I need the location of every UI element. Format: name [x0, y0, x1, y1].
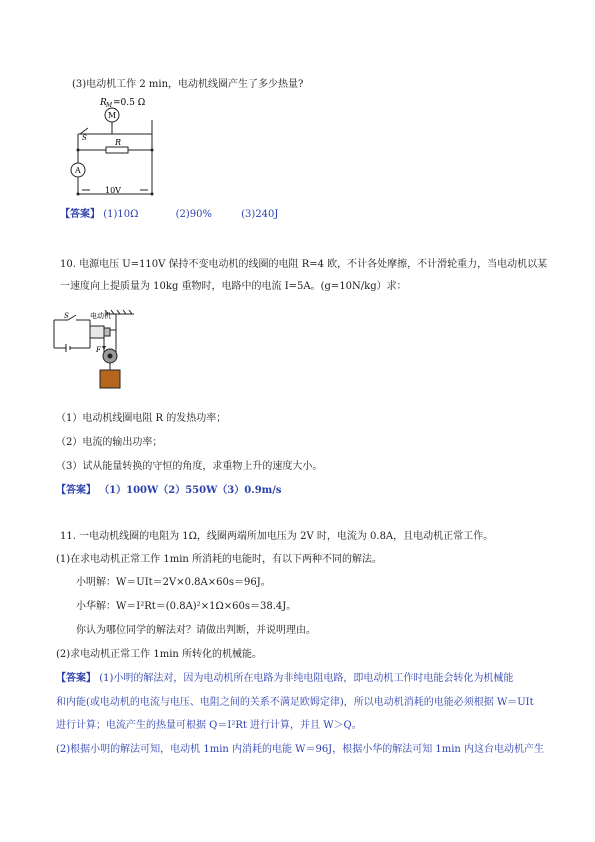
q11-part2: (2)求电动机正常工作 1min 所转化的机械能。	[56, 649, 263, 660]
answer-text: （1）100W（2）550W（3）0.9m/s	[99, 485, 282, 496]
answer-tag: 【答案】	[56, 673, 96, 684]
q9-part3: (3)电动机工作 2 min，电动机线圈产生了多少热量?	[72, 79, 304, 90]
resistor-label: R	[115, 138, 122, 147]
q11-part1: (1)在求电动机正常工作 1min 所消耗的电能时，有以下两种不同的解法。	[56, 554, 383, 565]
rm-sub: M	[106, 102, 113, 109]
answer-tag: 【答案】	[56, 485, 96, 496]
voltage-label: 10V	[105, 186, 121, 195]
answer-text: (1)小明的解法对，因为电动机所在电路为非纯电阻电路，即电动机工作时电能会转化为机械能	[99, 673, 514, 684]
q10-part1: （1）电动机线圈电阻 R 的发热功率；	[56, 413, 227, 424]
switch-label: S	[82, 134, 87, 142]
q11-answer-line3: 进行计算；电流产生的热量可根据 Q＝I²Rt 进行计算，并且 W＞Q。	[56, 720, 362, 731]
q10-line1: 10. 电源电压 U=110V 保持不变电动机的线圈的电阻 R=4 欧，不计各处摩擦，不计滑轮重力，当电动机以某	[60, 259, 548, 270]
answer-part2: (2)90%	[175, 209, 212, 220]
q10-part2: （2）电流的输出功率；	[56, 437, 163, 448]
q11-xiaoming: 小明解：W＝UIt＝2V×0.8A×60s＝96J。	[76, 577, 271, 588]
q10-answer	[56, 484, 282, 498]
q10-part3: （3）试从能量转换的守恒的角度，求重物上升的速度大小。	[56, 461, 323, 472]
answer-part1: (1)10Ω	[103, 209, 139, 220]
q10-pulley-diagram	[44, 306, 136, 408]
motor-label: 电动机	[90, 312, 111, 320]
q9-circuit-diagram	[60, 94, 180, 206]
motor-symbol: M	[108, 111, 117, 120]
q11-answer-line4: (2)根据小明的解法可知，电动机 1min 内消耗的电能 W＝96J，根据小华的解法可知 1min 内这台电动机产生	[56, 744, 545, 755]
q11-question: 你认为哪位同学的解法对？请做出判断，并说明理由。	[76, 625, 316, 636]
q10-line2: 一速度向上提质量为 10kg 重物时，电路中的电流 I=5A。(g=10N/kg）求：	[60, 281, 407, 292]
q11-xiaohua: 小华解：W＝I²Rt＝(0.8A)²×1Ω×60s＝38.4J。	[76, 601, 297, 612]
q11-line1: 11. 一电动机线圈的电阻为 1Ω，线圈两端所加电压为 2V 时，电流为 0.8A，且电动机正常工作。	[60, 531, 494, 542]
q11-answer-line1	[56, 672, 513, 686]
answer-part3: (3)240J	[241, 209, 279, 220]
q9-answer	[60, 208, 278, 222]
rm-value: =0.5 Ω	[113, 98, 146, 108]
switch-label: S	[64, 312, 69, 320]
q11-answer-line2: 和内能(或电动机的电流与电压、电阻之间的关系不满足欧姆定律)，所以电动机消耗的电能必须根据 W＝UIt	[56, 697, 534, 708]
answer-tag: 【答案】	[60, 209, 100, 220]
force-label: F	[96, 346, 101, 354]
rm-label: R	[100, 98, 107, 108]
ammeter-symbol: A	[75, 166, 81, 175]
